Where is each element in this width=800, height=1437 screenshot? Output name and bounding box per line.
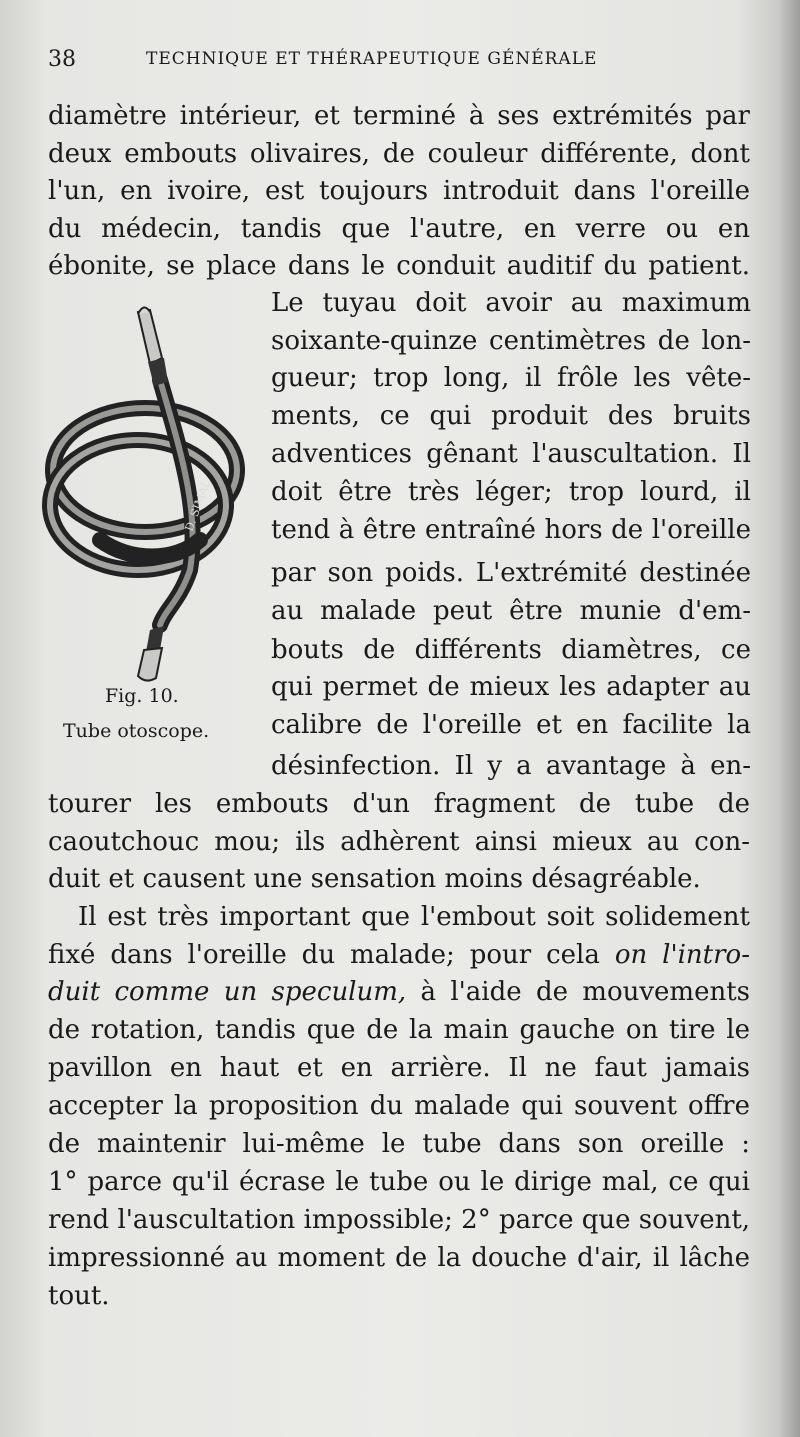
text-line: Le tuyau doit avoir au maximum (271, 288, 751, 318)
text-line: pavillon en haut et en arrière. Il ne faut jamais (48, 1053, 750, 1083)
otoscope-tube-illustration (40, 300, 250, 685)
text-line: ébonite, se place dans le conduit auditif du patient. (48, 251, 750, 281)
text-line: impressionné au moment de la douche d'air, il lâche (48, 1243, 750, 1273)
italic-fragment: duit comme un speculum, (48, 977, 407, 1007)
text-line (48, 974, 750, 1010)
text-line: caoutchouc mou; ils adhèrent ainsi mieux au con- (48, 827, 750, 857)
text-line: tourer les embouts d'un fragment de tube de (48, 789, 750, 819)
text-line (48, 937, 750, 973)
figure-caption: Tube otoscope. (63, 720, 210, 742)
maker-mark-label: D. SIMAL (182, 477, 214, 534)
text-fragment: fixé dans l'oreille du malade; pour cela (48, 940, 600, 970)
text-line: au malade peut être munie d'em- (271, 596, 751, 626)
text-line: deux embouts olivaires, de couleur différente, dont (48, 139, 750, 169)
text-fragment: à l'aide de mouvements (420, 977, 751, 1007)
text-line: diamètre intérieur, et terminé à ses extrémités par (48, 101, 750, 131)
text-line: Il est très important que l'embout soit solidement (78, 902, 750, 932)
figure-label: Fig. 10. (105, 685, 179, 707)
text-line: qui permet de mieux les adapter au (271, 672, 751, 702)
text-line: tout. (48, 1281, 110, 1311)
text-line: bouts de différents diamètres, ce (271, 635, 751, 665)
text-line: du médecin, tandis que l'autre, en verre ou en (48, 214, 750, 244)
text-line: adventices gênant l'auscultation. Il (271, 439, 751, 469)
text-line: accepter la proposition du malade qui souvent offre (48, 1091, 750, 1121)
running-title: TECHNIQUE ET THÉRAPEUTIQUE GÉNÉRALE (146, 49, 598, 69)
text-line: l'un, en ivoire, est toujours introduit dans l'oreille (48, 176, 750, 206)
text-line: tend à être entraîné hors de l'oreille (271, 515, 751, 545)
text-line: duit et causent une sensation moins désagréable. (48, 864, 701, 894)
text-line: par son poids. L'extrémité destinée (271, 558, 751, 588)
text-line: soixante-quinze centimètres de lon- (271, 326, 751, 356)
italic-fragment: on l'intro- (614, 940, 750, 970)
text-line: ments, ce qui produit des bruits (271, 401, 751, 431)
text-line: gueur; trop long, il frôle les vête- (271, 363, 751, 393)
text-line: désinfection. Il y a avantage à en- (271, 751, 751, 781)
text-line: de rotation, tandis que de la main gauche on tire le (48, 1015, 750, 1045)
text-line: calibre de l'oreille et en facilite la (271, 710, 751, 740)
text-line: rend l'auscultation impossible; 2° parce que souvent, (48, 1205, 751, 1235)
text-line: 1° parce qu'il écrase le tube ou le dirige mal, ce qui (48, 1167, 750, 1197)
page-edge-shadow (778, 0, 800, 1437)
page-header (48, 47, 748, 77)
text-line: doit être très léger; trop lourd, il (271, 477, 751, 507)
text-line: de maintenir lui-même le tube dans son oreille : (48, 1129, 750, 1159)
page-number: 38 (48, 47, 76, 72)
